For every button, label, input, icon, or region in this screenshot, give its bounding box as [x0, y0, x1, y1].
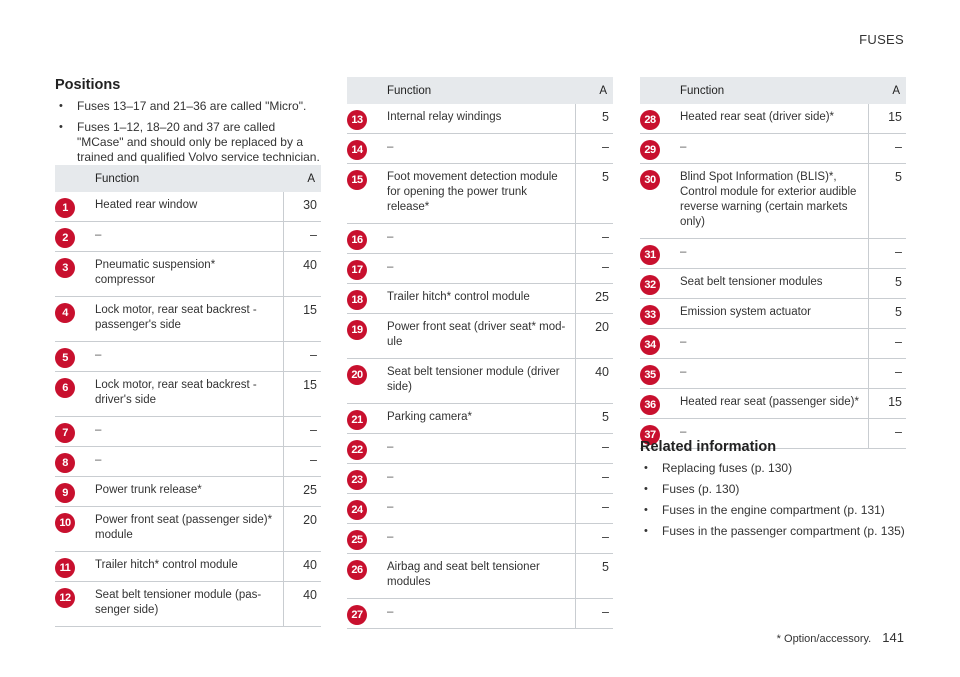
fuse-amperage-cell: – — [575, 254, 613, 284]
fuse-amperage-cell: 15 — [868, 389, 906, 419]
fuse-number-badge: 15 — [347, 170, 367, 190]
fuse-number-badge: 19 — [347, 320, 367, 340]
amp-column-header: A — [868, 77, 906, 104]
fuse-row — [347, 314, 613, 359]
fuse-amperage-cell: 5 — [868, 164, 906, 239]
fuse-amperage-cell: 40 — [283, 552, 321, 582]
fuse-number-cell — [55, 552, 89, 582]
fuse-amperage-cell: – — [868, 134, 906, 164]
fuse-function-cell: – — [381, 434, 575, 464]
fuse-amperage-cell: – — [868, 239, 906, 269]
fuse-function-cell: – — [89, 417, 283, 447]
fuse-amperage-cell: – — [868, 329, 906, 359]
fuse-function-cell: – — [674, 239, 868, 269]
fuse-function-cell: Power trunk release* — [89, 477, 283, 507]
fuse-function-cell: Heated rear seat (passenger side)* — [674, 389, 868, 419]
fuse-row — [640, 104, 906, 134]
fuse-row — [640, 299, 906, 329]
fuse-number-badge: 6 — [55, 378, 75, 398]
fuse-number-cell — [55, 417, 89, 447]
fuse-number-cell — [347, 434, 381, 464]
fuse-number-cell — [347, 134, 381, 164]
fuse-amperage-cell: 25 — [575, 284, 613, 314]
fuse-row — [347, 164, 613, 224]
fuse-number-cell — [55, 192, 89, 222]
fuse-amperage-cell: 5 — [575, 104, 613, 134]
fuse-row — [347, 404, 613, 434]
fuse-row — [347, 104, 613, 134]
fuse-amperage-cell: – — [575, 134, 613, 164]
fuse-number-cell — [347, 524, 381, 554]
footnote: * Option/accessory. — [776, 633, 872, 645]
fuse-amperage-cell: 15 — [283, 372, 321, 417]
fuse-amperage-cell: 15 — [283, 297, 321, 342]
fuse-number-badge: 3 — [55, 258, 75, 278]
fuse-function-cell: Seat belt tensioner module (pas-senger side) — [89, 582, 283, 627]
fuse-number-cell — [347, 494, 381, 524]
fuse-number-cell — [640, 329, 674, 359]
fuse-row — [640, 269, 906, 299]
fuse-number-badge: 22 — [347, 440, 367, 460]
fuse-number-badge: 23 — [347, 470, 367, 490]
fuse-number-cell — [55, 222, 89, 252]
fuse-number-cell — [55, 582, 89, 627]
fuse-row — [347, 599, 613, 629]
page-footer — [777, 630, 904, 645]
fuse-function-cell: – — [89, 342, 283, 372]
fuse-row — [640, 134, 906, 164]
fuse-function-cell: Seat belt tensioner module (driver side) — [381, 359, 575, 404]
fuse-number-cell — [640, 164, 674, 239]
fuse-row — [55, 297, 321, 342]
fuse-function-cell: – — [381, 494, 575, 524]
fuse-number-cell — [55, 372, 89, 417]
fuse-function-cell: Internal relay windings — [381, 104, 575, 134]
fuse-function-cell: Pneumatic suspension* compressor — [89, 252, 283, 297]
positions-bullet: • Fuses 1–12, 18–20 and 37 are called "MCase" and should only be replaced by a trained and qualified Volvo service technician. — [55, 120, 321, 165]
fuse-number-cell — [347, 599, 381, 629]
positions-bullet: • Fuses 13–17 and 21–36 are called "Micro". — [55, 99, 321, 114]
fuse-amperage-cell: – — [283, 222, 321, 252]
page-number: 141 — [882, 630, 904, 645]
fuse-number-badge: 20 — [347, 365, 367, 385]
fuse-number-cell — [640, 269, 674, 299]
fuse-row — [55, 372, 321, 417]
fuse-number-cell — [347, 104, 381, 134]
fuse-row — [640, 389, 906, 419]
fuse-number-cell — [640, 299, 674, 329]
fuse-function-cell: Trailer hitch* control module — [89, 552, 283, 582]
fuse-number-badge: 8 — [55, 453, 75, 473]
fuse-row — [347, 254, 613, 284]
fuse-number-cell — [640, 104, 674, 134]
fuse-row — [55, 192, 321, 222]
fuse-number-badge: 2 — [55, 228, 75, 248]
fuse-number-badge: 26 — [347, 560, 367, 580]
fuse-amperage-cell: – — [283, 342, 321, 372]
fuse-function-cell: – — [381, 524, 575, 554]
fuse-number-cell — [640, 134, 674, 164]
fuse-number-badge: 12 — [55, 588, 75, 608]
fuse-number-badge: 9 — [55, 483, 75, 503]
fuse-number-cell — [55, 297, 89, 342]
fuse-function-cell: – — [674, 329, 868, 359]
function-column-header: Function — [674, 77, 868, 104]
fuse-row — [640, 239, 906, 269]
fuse-amperage-cell: 15 — [868, 104, 906, 134]
fuse-amperage-cell: – — [575, 224, 613, 254]
fuse-amperage-cell: 25 — [283, 477, 321, 507]
num-column-header — [55, 165, 89, 192]
fuse-amperage-cell: 5 — [575, 404, 613, 434]
fuse-function-cell: – — [674, 359, 868, 389]
fuse-function-cell: Parking camera* — [381, 404, 575, 434]
fuse-amperage-cell: – — [575, 464, 613, 494]
fuse-number-badge: 17 — [347, 260, 367, 280]
fuse-row — [55, 552, 321, 582]
fuse-function-cell: Airbag and seat belt tensioner modules — [381, 554, 575, 599]
fuse-number-badge: 28 — [640, 110, 660, 130]
fuse-function-cell: Seat belt tensioner modules — [674, 269, 868, 299]
positions-section — [55, 77, 321, 165]
fuse-amperage-cell: 20 — [283, 507, 321, 552]
amp-column-header: A — [283, 165, 321, 192]
related-link[interactable]: • Fuses in the passenger compartment (p. 135) — [640, 524, 906, 539]
fuse-function-cell: Emission system actuator — [674, 299, 868, 329]
fuse-amperage-cell: – — [283, 417, 321, 447]
fuse-row — [55, 477, 321, 507]
fuse-number-cell — [347, 464, 381, 494]
fuse-number-cell — [347, 284, 381, 314]
fuse-number-cell — [347, 404, 381, 434]
fuse-function-cell: – — [381, 224, 575, 254]
fuse-number-cell — [55, 447, 89, 477]
amp-column-header: A — [575, 77, 613, 104]
fuse-function-cell: – — [381, 254, 575, 284]
fuse-row — [55, 507, 321, 552]
related-link[interactable]: • Replacing fuses (p. 130) — [640, 461, 906, 476]
fuse-number-badge: 32 — [640, 275, 660, 295]
fuse-number-badge: 16 — [347, 230, 367, 250]
positions-heading: Positions — [55, 77, 121, 93]
fuse-table-2 — [347, 77, 613, 629]
fuse-function-cell: – — [89, 222, 283, 252]
page-header-title: FUSES — [859, 32, 904, 47]
related-heading: Related information — [640, 439, 777, 455]
fuse-row — [640, 329, 906, 359]
num-column-header — [640, 77, 674, 104]
fuse-amperage-cell: 40 — [283, 582, 321, 627]
fuse-row — [347, 224, 613, 254]
fuse-number-badge: 5 — [55, 348, 75, 368]
related-link[interactable]: • Fuses in the engine compartment (p. 131) — [640, 503, 906, 518]
fuse-function-cell: Trailer hitch* control module — [381, 284, 575, 314]
fuse-number-cell — [347, 314, 381, 359]
fuse-number-badge: 4 — [55, 303, 75, 323]
fuse-number-badge: 1 — [55, 198, 75, 218]
fuse-row — [347, 554, 613, 599]
fuse-row — [347, 434, 613, 464]
fuse-amperage-cell: 20 — [575, 314, 613, 359]
fuse-row — [55, 252, 321, 297]
fuse-number-badge: 30 — [640, 170, 660, 190]
fuse-row — [347, 284, 613, 314]
fuse-number-badge: 11 — [55, 558, 75, 578]
fuse-amperage-cell: – — [575, 599, 613, 629]
fuse-function-cell: Heated rear seat (driver side)* — [674, 104, 868, 134]
fuse-row — [347, 494, 613, 524]
fuse-function-cell: – — [674, 419, 868, 449]
fuse-amperage-cell: 40 — [283, 252, 321, 297]
fuse-number-cell — [347, 554, 381, 599]
fuse-number-badge: 37 — [640, 425, 660, 445]
fuse-function-cell: Lock motor, rear seat backrest - driver's side — [89, 372, 283, 417]
function-column-header: Function — [381, 77, 575, 104]
fuse-number-badge: 18 — [347, 290, 367, 310]
fuse-amperage-cell: 40 — [575, 359, 613, 404]
fuse-table-1 — [55, 165, 321, 627]
fuse-function-cell: – — [381, 464, 575, 494]
fuse-number-cell — [640, 389, 674, 419]
fuse-number-badge: 36 — [640, 395, 660, 415]
fuse-number-cell — [55, 477, 89, 507]
fuse-number-cell — [55, 342, 89, 372]
fuse-function-cell: – — [381, 599, 575, 629]
fuse-amperage-cell: 30 — [283, 192, 321, 222]
fuse-row — [347, 134, 613, 164]
fuse-function-cell: Blind Spot Information (BLIS)*, Control module for exterior audible reverse warning (certain markets only) — [674, 164, 868, 239]
fuse-number-badge: 33 — [640, 305, 660, 325]
num-column-header — [347, 77, 381, 104]
fuse-function-cell: – — [674, 134, 868, 164]
fuse-number-cell — [640, 239, 674, 269]
fuse-amperage-cell: – — [283, 447, 321, 477]
fuse-number-badge: 29 — [640, 140, 660, 160]
fuse-number-cell — [55, 507, 89, 552]
fuse-number-cell — [55, 252, 89, 297]
fuse-amperage-cell: – — [868, 359, 906, 389]
fuse-number-badge: 14 — [347, 140, 367, 160]
fuse-amperage-cell: – — [575, 494, 613, 524]
fuse-number-badge: 10 — [55, 513, 75, 533]
positions-bullets — [55, 99, 321, 165]
fuse-row — [640, 164, 906, 239]
fuse-amperage-cell: 5 — [868, 269, 906, 299]
fuse-row — [347, 524, 613, 554]
fuse-row — [347, 359, 613, 404]
fuse-number-cell — [347, 254, 381, 284]
fuse-function-cell: Heated rear window — [89, 192, 283, 222]
fuse-number-badge: 25 — [347, 530, 367, 550]
fuse-row — [347, 464, 613, 494]
fuse-number-badge: 27 — [347, 605, 367, 625]
fuse-row — [55, 342, 321, 372]
fuse-amperage-cell: – — [575, 434, 613, 464]
related-information-section — [640, 439, 906, 539]
fuse-table-3 — [640, 77, 906, 449]
fuse-row — [640, 359, 906, 389]
function-column-header: Function — [89, 165, 283, 192]
fuse-function-cell: Power front seat (driver seat* mod-ule — [381, 314, 575, 359]
related-links — [640, 461, 906, 539]
fuse-row — [55, 447, 321, 477]
fuse-number-badge: 31 — [640, 245, 660, 265]
fuse-amperage-cell: 5 — [575, 164, 613, 224]
related-link[interactable]: • Fuses (p. 130) — [640, 482, 906, 497]
fuse-row — [55, 417, 321, 447]
fuse-function-cell: Power front seat (passenger side)* module — [89, 507, 283, 552]
fuse-number-cell — [347, 224, 381, 254]
fuse-number-cell — [347, 359, 381, 404]
fuse-function-cell: – — [89, 447, 283, 477]
fuse-number-badge: 21 — [347, 410, 367, 430]
fuse-row — [55, 582, 321, 627]
fuse-number-badge: 34 — [640, 335, 660, 355]
fuse-number-badge: 35 — [640, 365, 660, 385]
fuse-row — [55, 222, 321, 252]
fuse-number-cell — [347, 164, 381, 224]
fuse-number-badge: 13 — [347, 110, 367, 130]
fuse-number-badge: 24 — [347, 500, 367, 520]
fuse-function-cell: – — [381, 134, 575, 164]
fuse-function-cell: Lock motor, rear seat backrest - passenger's side — [89, 297, 283, 342]
fuse-amperage-cell: – — [868, 419, 906, 449]
fuse-amperage-cell: – — [575, 524, 613, 554]
fuse-amperage-cell: 5 — [575, 554, 613, 599]
fuse-number-cell — [640, 359, 674, 389]
fuse-function-cell: Foot movement detection module for opening the power trunk release* — [381, 164, 575, 224]
fuse-amperage-cell: 5 — [868, 299, 906, 329]
fuse-number-badge: 7 — [55, 423, 75, 443]
